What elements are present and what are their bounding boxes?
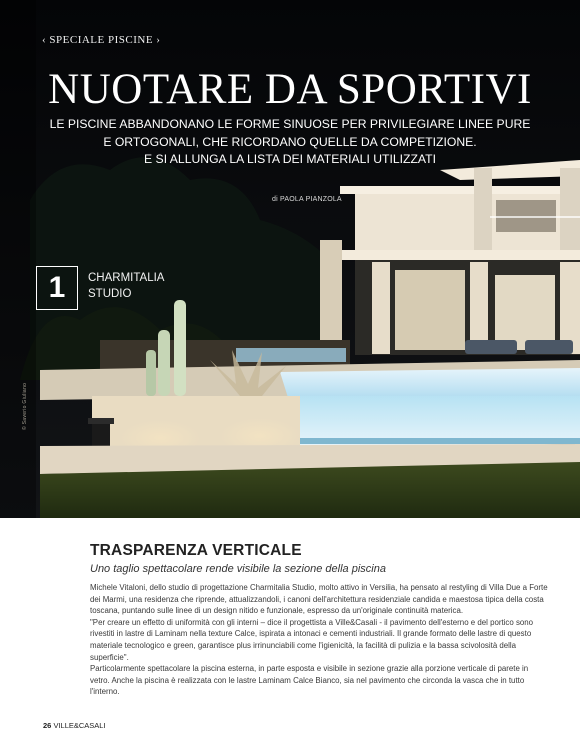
photo-credit: © Saverio Giuliano: [22, 382, 28, 430]
project-name: [88, 270, 208, 302]
project-number-badge: 1: [36, 266, 78, 310]
deck-line: E SI ALLUNGA LA LISTA DEI MATERIALI UTILIZZATI: [144, 152, 436, 166]
page-number: 26: [43, 721, 52, 730]
article-paragraph: "Per creare un effetto di uniformità con gli interni – dice il progettista a Ville&Casali - il pavimento dell'esterno e del portico sono rivestiti in lastre di Laminam nella texture Calce, ispirata a intonaci e cementi industriali. Il grande formato delle lastre di questo materiale tecnologico e green, garantisce plus irrinunciabili come l'igienicità, la facilità di pulizia e la bassa scivolosità della superficie".: [90, 617, 534, 662]
magazine-name: VILLE&CASALI: [53, 721, 106, 730]
deck-line: LE PISCINE ABBANDONANO LE FORME SINUOSE PER PRIVILEGIARE LINEE PURE: [49, 117, 531, 131]
page-footer: [43, 721, 106, 730]
article-title: TRASPARENZA VERTICALE: [90, 542, 302, 559]
article-body: [90, 582, 550, 698]
deck-line: E ORTOGONALI, CHE RICORDANO QUELLE DA COMPETIZIONE.: [103, 134, 477, 149]
project-name-line: STUDIO: [88, 288, 132, 300]
article-subtitle: Uno taglio spettacolare rende visibile la sezione della piscina: [90, 563, 386, 575]
project-name-line: CHARMITALIA: [88, 272, 165, 284]
deck: [40, 116, 540, 169]
article-paragraph: Particolarmente spettacolare la piscina esterna, in parte esposta e visibile in sezione grazie alla porzione verticale di parete in vetro. Anche la piscina è realizzata con le lastre Laminam Calce Bianco, sia nel pavimento che circonda la vasca che in tutto l'interno.: [90, 664, 529, 697]
section-kicker: ‹ SPECIALE PISCINE ›: [42, 34, 161, 46]
byline: di PAOLA PIANZOLA: [272, 196, 342, 203]
article-paragraph: Michele Vitaloni, dello studio di progettazione Charmitalia Studio, molto attivo in Versilia, ha pensato al restyling di Villa Due a Forte dei Marmi, una residenza che riprende, attualizzandoli, i canoni dell'architettura residenziale candida e maestosa tipica della costa toscana, puntando sulle linee di un design nitido e funzionale, espresso da un'originale continuità materica.: [90, 583, 548, 616]
headline: NUOTARE DA SPORTIVI: [48, 66, 532, 113]
article: [90, 542, 550, 698]
